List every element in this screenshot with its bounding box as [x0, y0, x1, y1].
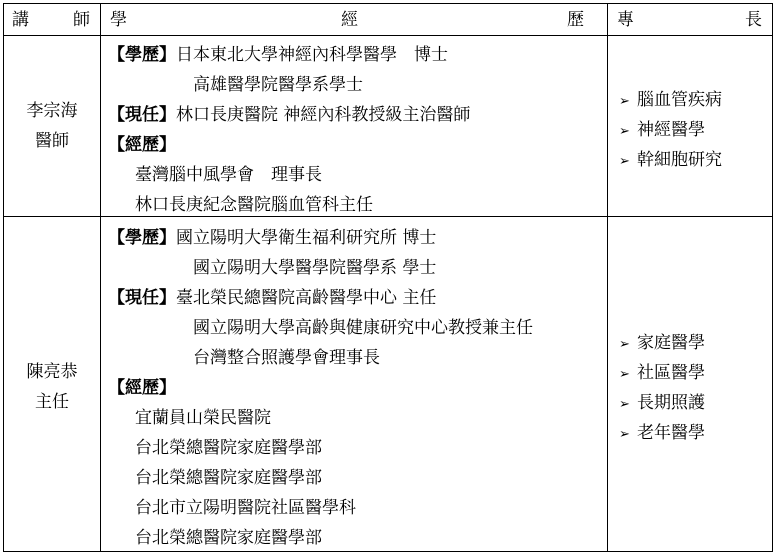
education-line: 國立陽明大學醫學院醫學系 學士: [193, 258, 437, 278]
specialty-item: ➢ 長期照護: [619, 388, 705, 420]
current-line: 國立陽明大學高齡與健康研究中心教授兼主任: [193, 318, 533, 338]
header-experience-char-2: 經: [341, 10, 358, 30]
past-line: 臺灣腦中風學會 理事長: [135, 165, 322, 185]
header-instructor-char-1: 講: [12, 10, 29, 30]
past-line: 台北榮總醫院家庭醫學部: [135, 468, 322, 488]
header-experience-char-3: 歷: [567, 10, 584, 30]
past-tag: 【經歷】: [108, 135, 176, 155]
education-line: 高雄醫學院醫學系學士: [193, 75, 363, 95]
arrow-bullet-icon: ➢: [619, 94, 630, 109]
arrow-bullet-icon: ➢: [619, 397, 630, 412]
instructor-title: 主任: [35, 392, 69, 412]
instructor-name: 李宗海: [26, 101, 78, 121]
specialty-item: ➢ 老年醫學: [619, 418, 705, 450]
instructor-title: 醫師: [35, 131, 69, 151]
arrow-bullet-icon: ➢: [619, 337, 630, 352]
specialty-item: ➢ 社區醫學: [619, 358, 705, 390]
arrow-bullet-icon: ➢: [619, 124, 630, 139]
past-line: 宜蘭員山榮民醫院: [135, 408, 271, 428]
column-divider: [100, 4, 101, 551]
column-divider: [607, 4, 608, 551]
header-specialty-char-2: 長: [745, 10, 762, 30]
instructor-table: [3, 3, 773, 552]
current-line: 台灣整合照護學會理事長: [193, 348, 380, 368]
past-line: 台北榮總醫院家庭醫學部: [135, 528, 322, 548]
specialty-item: ➢ 家庭醫學: [619, 328, 705, 360]
specialty-item: ➢ 幹細胞研究: [619, 145, 722, 177]
education-tag: 【學歷】日本東北大學神經內科學醫學 博士: [108, 45, 448, 65]
specialty-item: ➢ 腦血管疾病: [619, 85, 722, 117]
current-tag: 【現任】林口長庚醫院 神經內科教授級主治醫師: [108, 105, 471, 125]
education-tag: 【學歷】國立陽明大學衛生福利研究所 博士: [108, 228, 437, 248]
specialty-item: ➢ 神經醫學: [619, 115, 705, 147]
past-line: 林口長庚紀念醫院腦血管科主任: [135, 195, 373, 215]
past-line: 台北榮總醫院家庭醫學部: [135, 438, 322, 458]
header-experience-char-1: 學: [110, 10, 127, 30]
row-divider: [4, 216, 772, 217]
header-divider: [4, 35, 772, 36]
arrow-bullet-icon: ➢: [619, 367, 630, 382]
arrow-bullet-icon: ➢: [619, 154, 630, 169]
header-specialty-char-1: 專: [617, 10, 634, 30]
past-line: 台北市立陽明醫院社區醫學科: [135, 498, 356, 518]
instructor-name: 陳亮恭: [26, 362, 78, 382]
arrow-bullet-icon: ➢: [619, 427, 630, 442]
header-instructor-char-2: 師: [73, 10, 90, 30]
current-tag: 【現任】臺北榮民總醫院高齡醫學中心 主任: [108, 288, 437, 308]
past-tag: 【經歷】: [108, 378, 176, 398]
